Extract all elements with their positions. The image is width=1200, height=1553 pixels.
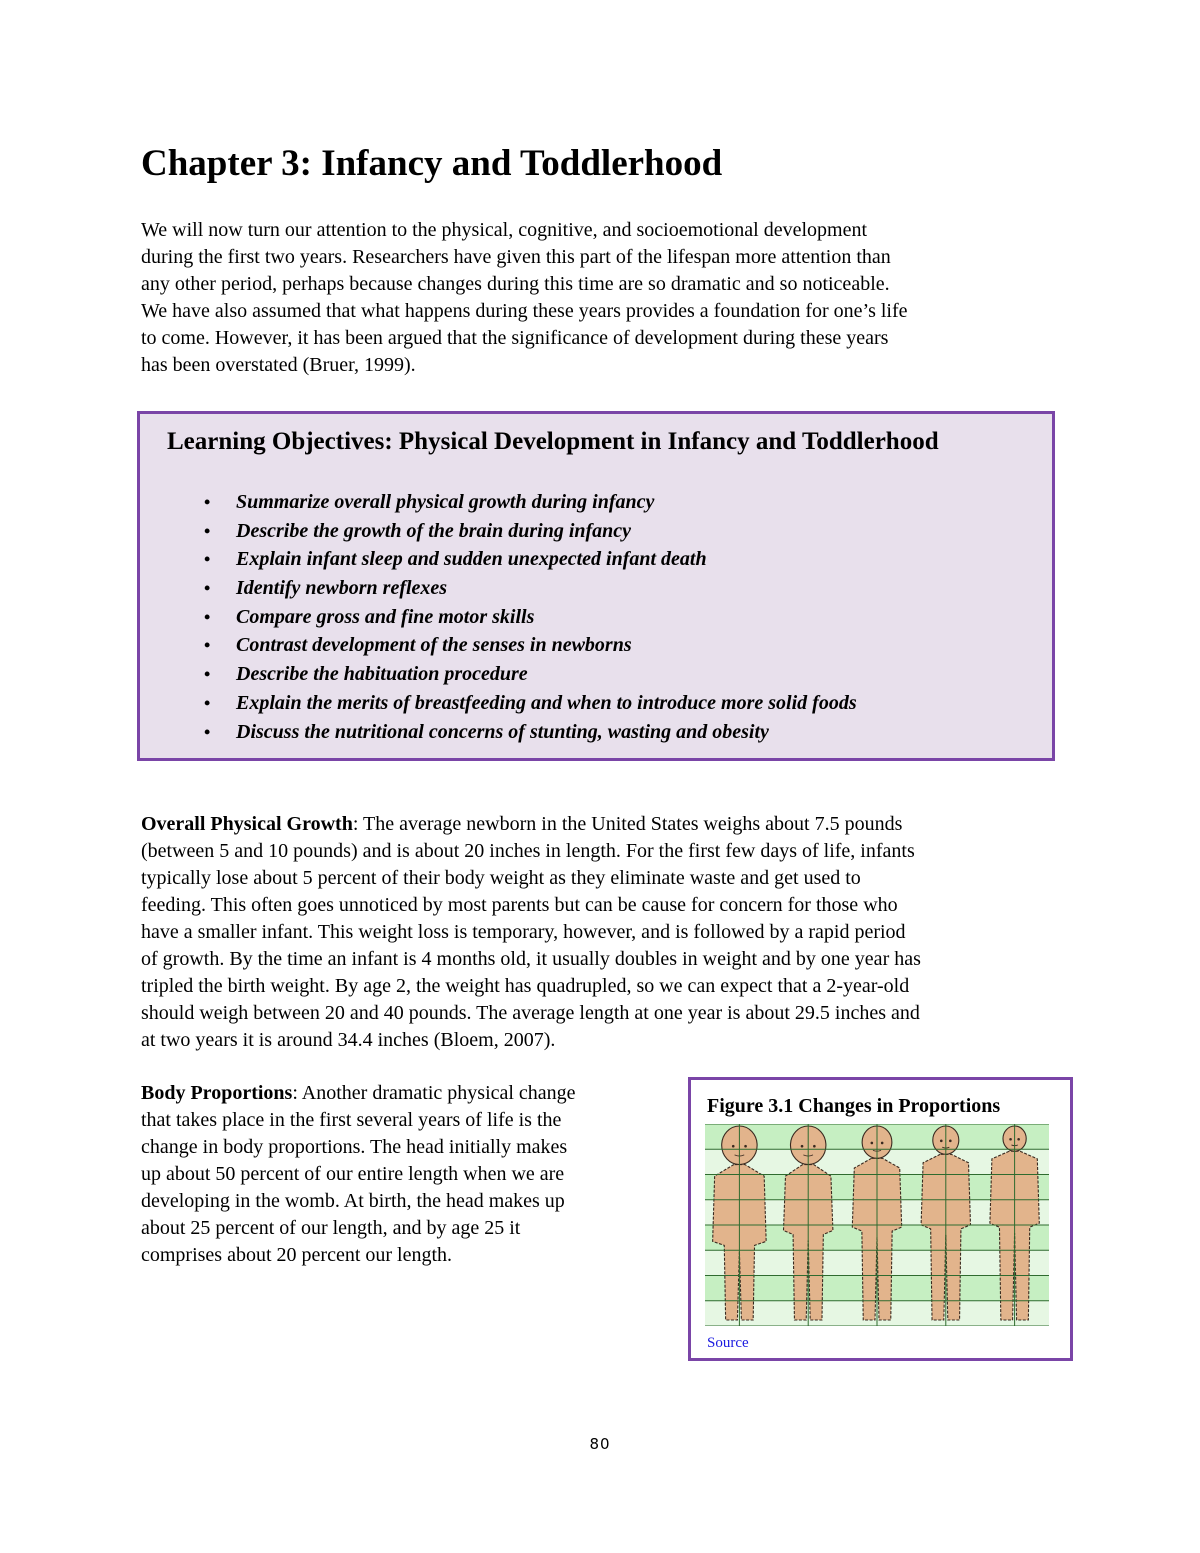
child-eye bbox=[744, 1145, 747, 1148]
child-eye bbox=[732, 1145, 735, 1148]
child-eye bbox=[801, 1145, 804, 1148]
bullet-icon: • bbox=[204, 549, 211, 570]
bullet-icon: • bbox=[204, 492, 211, 512]
child-eye bbox=[813, 1145, 816, 1148]
objective-item bbox=[140, 631, 857, 660]
proportions-line: about 25 percent of our length, and by age 25 it bbox=[141, 1217, 521, 1239]
page-title: Chapter 3: Infancy and Toddlerhood bbox=[141, 143, 723, 184]
child-eye bbox=[940, 1140, 943, 1143]
child-eye bbox=[881, 1142, 884, 1145]
figure-source-link[interactable]: Source bbox=[707, 1335, 749, 1351]
objective-item bbox=[140, 660, 857, 689]
intro-line: during the first two years. Researchers have given this part of the lifespan more attention than bbox=[141, 246, 891, 268]
objective-text: Explain infant sleep and sudden unexpected infant death bbox=[236, 548, 707, 571]
growth-line: of growth. By the time an infant is 4 months old, it usually doubles in weight and by one year has bbox=[141, 948, 921, 970]
objective-text: Describe the growth of the brain during infancy bbox=[236, 519, 632, 542]
child-eye bbox=[1017, 1138, 1020, 1141]
growth-line: tripled the birth weight. By age 2, the weight has quadrupled, so we can expect that a 2-year-old bbox=[141, 975, 910, 997]
figure-title: Figure 3.1 Changes in Proportions bbox=[707, 1095, 1001, 1117]
growth-line: feeding. This often goes unnoticed by most parents but can be cause for concern for those who bbox=[141, 894, 898, 916]
bullet-icon: • bbox=[204, 664, 211, 685]
proportions-line: that takes place in the first several years of life is the bbox=[141, 1109, 562, 1131]
proportions-line: change in body proportions. The head initially makes bbox=[141, 1136, 568, 1158]
growth-line: have a smaller infant. This weight loss is temporary, however, and is followed by a rapid period bbox=[141, 921, 906, 943]
objective-text: Summarize overall physical growth during infancy bbox=[236, 491, 655, 513]
objective-text: Contrast development of the senses in newborns bbox=[236, 634, 632, 657]
proportions-first-line-text: : Another dramatic physical change bbox=[292, 1082, 576, 1104]
learning-objectives-list bbox=[140, 488, 857, 746]
objective-item bbox=[140, 718, 857, 747]
proportions-line bbox=[141, 1080, 671, 1107]
objective-text: Discuss the nutritional concerns of stunting, wasting and obesity bbox=[236, 720, 769, 743]
child-eye bbox=[871, 1142, 874, 1145]
bullet-icon: • bbox=[204, 692, 211, 713]
bullet-icon: • bbox=[204, 635, 211, 656]
growth-line bbox=[141, 811, 1066, 838]
learning-objectives-box bbox=[137, 411, 1055, 761]
body-proportions-paragraph bbox=[141, 1080, 671, 1269]
bullet-icon: • bbox=[204, 721, 211, 742]
proportions-line: developing in the womb. At birth, the head makes up bbox=[141, 1190, 565, 1212]
growth-line: (between 5 and 10 pounds) and is about 20 inches in length. For the first few days of life, infants bbox=[141, 840, 915, 862]
intro-line: to come. However, it has been argued that the significance of development during these years bbox=[141, 327, 889, 349]
objective-item bbox=[140, 488, 857, 517]
intro-line: any other period, perhaps because changes during this time are so dramatic and so noticeable. bbox=[141, 273, 890, 295]
growth-line: typically lose about 5 percent of their body weight as they eliminate waste and get used to bbox=[141, 867, 861, 889]
objective-item bbox=[140, 603, 857, 632]
overall-physical-growth-paragraph bbox=[141, 811, 1066, 1054]
child-eye bbox=[1009, 1138, 1012, 1141]
bullet-icon: • bbox=[204, 520, 211, 541]
bullet-icon: • bbox=[204, 578, 211, 599]
learning-objectives-heading: Learning Objectives: Physical Development in Infancy and Toddlerhood bbox=[167, 428, 939, 455]
intro-line: We will now turn our attention to the physical, cognitive, and socioemotional development bbox=[141, 219, 868, 241]
intro-line: has been overstated (Bruer, 1999). bbox=[141, 354, 416, 376]
objective-item bbox=[140, 689, 857, 718]
growth-first-line-text: : The average newborn in the United States weighs about 7.5 pounds bbox=[352, 813, 903, 835]
figure-proportions-box bbox=[688, 1077, 1073, 1361]
proportions-line: comprises about 20 percent our length. bbox=[141, 1244, 453, 1266]
objective-text: Explain the merits of breastfeeding and when to introduce more solid foods bbox=[236, 691, 857, 714]
bullet-icon: • bbox=[204, 606, 211, 627]
growth-line: at two years it is around 34.4 inches (Bloem, 2007). bbox=[141, 1029, 556, 1051]
intro-paragraph bbox=[141, 217, 1066, 379]
intro-line: We have also assumed that what happens during these years provides a foundation for one’s life bbox=[141, 300, 908, 322]
objective-item bbox=[140, 517, 857, 546]
child-eye bbox=[949, 1140, 952, 1143]
section-lead: Body Proportions bbox=[141, 1082, 293, 1104]
page-number: 80 bbox=[589, 1435, 611, 1453]
objective-item bbox=[140, 574, 857, 603]
objective-text: Identify newborn reflexes bbox=[236, 577, 448, 600]
section-lead: Overall Physical Growth bbox=[141, 813, 353, 835]
body-proportions-illustration bbox=[705, 1124, 1049, 1326]
objective-text: Describe the habituation procedure bbox=[236, 663, 528, 686]
proportions-line: up about 50 percent of our entire length when we are bbox=[141, 1163, 565, 1185]
growth-line: should weigh between 20 and 40 pounds. The average length at one year is about 29.5 inches and bbox=[141, 1002, 920, 1024]
objective-text: Compare gross and fine motor skills bbox=[236, 605, 535, 628]
objective-item bbox=[140, 545, 857, 574]
